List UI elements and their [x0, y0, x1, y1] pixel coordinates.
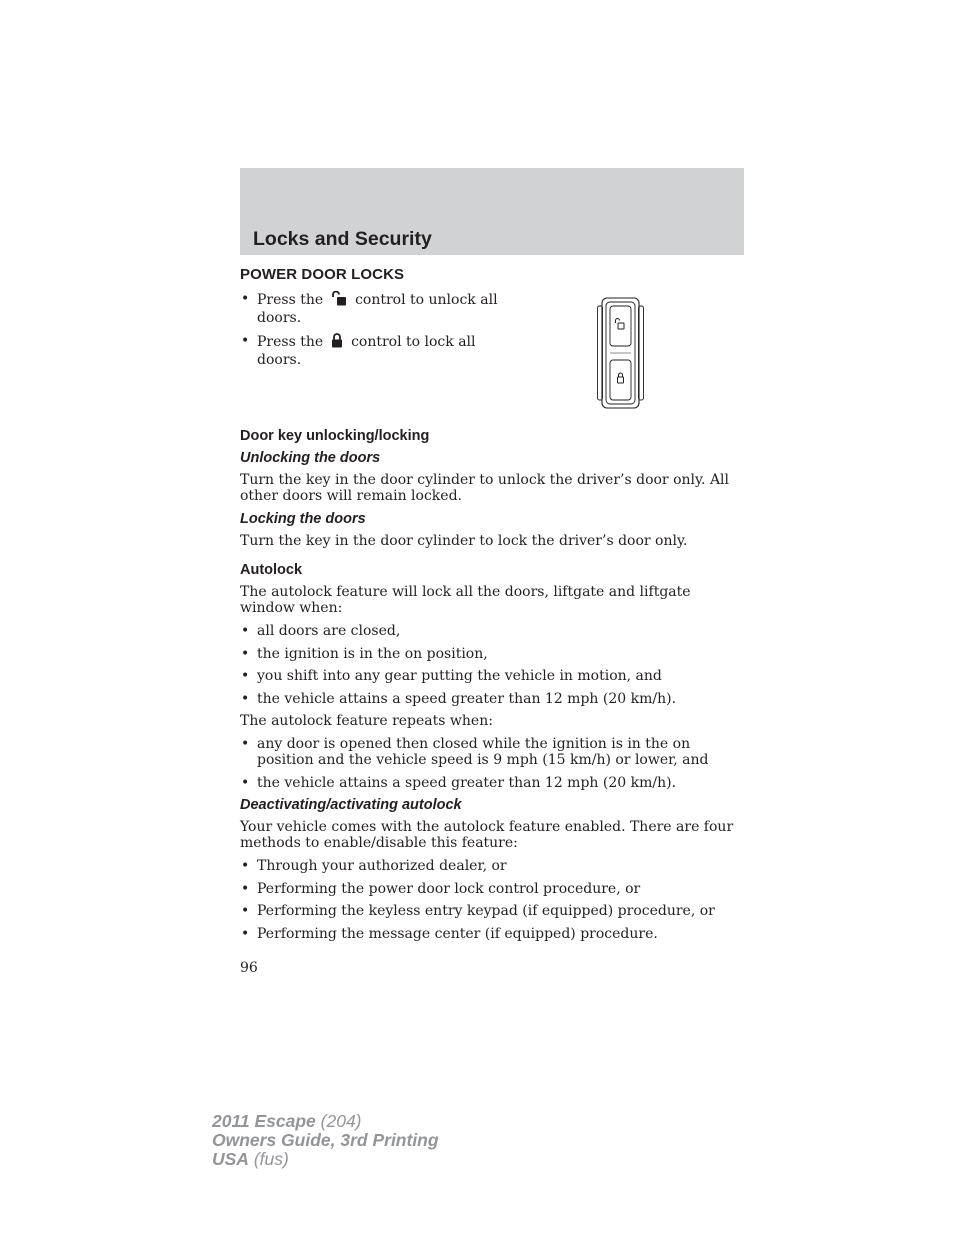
- list-item: • Performing the message center (if equipped) procedure.: [240, 926, 744, 942]
- unlock-icon: [331, 291, 347, 310]
- list-item: • Through your authorized dealer, or: [240, 858, 744, 874]
- door-key-heading: Door key unlocking/locking: [240, 428, 430, 444]
- autolock-conditions-list: [240, 623, 744, 707]
- power-door-locks-section: [240, 266, 744, 428]
- lock-instruction: • Press the control to lock all doors.: [240, 333, 500, 368]
- footer-line-1: 2011 Escape (204): [212, 1111, 362, 1131]
- list-item: • all doors are closed,: [240, 623, 744, 639]
- locking-doors-text: Turn the key in the door cylinder to lock the driver’s door only.: [240, 533, 688, 549]
- deactivating-autolock-heading: Deactivating/activating autolock: [240, 797, 462, 813]
- switch-unlock-symbol-icon: [616, 319, 625, 330]
- autolock-heading: Autolock: [240, 562, 303, 578]
- list-item: • the vehicle attains a speed greater than 12 mph (20 km/h).: [240, 691, 744, 707]
- autolock-repeat-intro: The autolock feature repeats when:: [240, 713, 493, 729]
- section-title: Locks and Security: [253, 228, 432, 250]
- page-content: [240, 266, 744, 948]
- list-item: • Performing the keyless entry keypad (if equipped) procedure, or: [240, 903, 744, 919]
- list-item: • the ignition is in the on position,: [240, 646, 744, 662]
- list-item: • the vehicle attains a speed greater than 12 mph (20 km/h).: [240, 775, 744, 791]
- section-header-band: [240, 168, 744, 255]
- power-door-lock-switch-illustration: [596, 296, 646, 415]
- unlocking-doors-heading: Unlocking the doors: [240, 450, 381, 466]
- list-item: • you shift into any gear putting the vehicle in motion, and: [240, 668, 744, 684]
- deactivating-methods-list: [240, 858, 744, 942]
- footer-line-2: Owners Guide, 3rd Printing: [212, 1130, 439, 1150]
- unlock-instruction: • Press the control to unlock all doors.: [240, 291, 500, 326]
- autolock-repeat-list: [240, 736, 744, 791]
- deactivating-intro: Your vehicle comes with the autolock feature enabled. There are four methods to enable/disable this feature:: [240, 819, 734, 851]
- unlocking-doors-text: Turn the key in the door cylinder to unlock the driver’s door only. All other doors will remain locked.: [240, 472, 730, 504]
- list-item: • Performing the power door lock control procedure, or: [240, 881, 744, 897]
- lock-icon: [331, 333, 343, 352]
- power-door-locks-heading: POWER DOOR LOCKS: [240, 266, 405, 283]
- power-door-locks-list: [240, 291, 500, 368]
- footer-line-3: USA (fus): [212, 1149, 289, 1169]
- locking-doors-heading: Locking the doors: [240, 511, 366, 527]
- autolock-intro: The autolock feature will lock all the doors, liftgate and liftgate window when:: [240, 584, 691, 616]
- page-number: 96: [240, 960, 258, 976]
- document-footer: [212, 1112, 439, 1169]
- switch-lock-symbol-icon: [618, 373, 624, 383]
- list-item: • any door is opened then closed while the ignition is in the on position and the vehicle speed is 9 mph (15 km/h) or lower, and: [240, 736, 744, 768]
